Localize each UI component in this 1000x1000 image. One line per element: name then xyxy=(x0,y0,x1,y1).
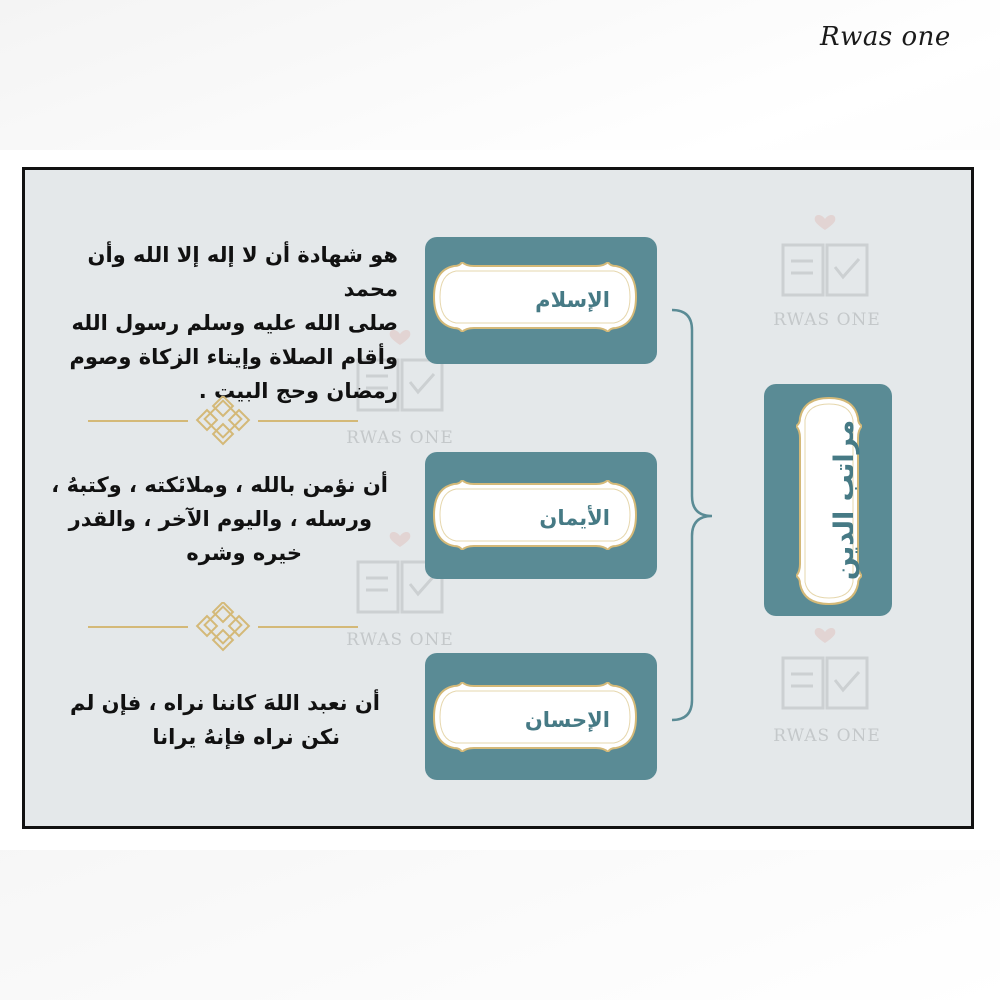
iman-description xyxy=(30,468,388,570)
description-line: وأقام الصلاة وإيتاء الزكاة وصوم xyxy=(69,345,398,369)
description-line: رمضان وحج البيت . xyxy=(198,379,398,403)
book-watermark-icon xyxy=(775,618,875,713)
description-line: نكن نراه فإنهُ يرانا xyxy=(152,725,340,749)
description-line: ورسله ، واليوم الآخر ، والقدر xyxy=(68,507,372,531)
watermark-text: RWAS ONE xyxy=(346,428,454,448)
diagram-title: مراتب الدين xyxy=(829,419,860,581)
description-line: هو شهادة أن لا إله إلا الله وأن محمد xyxy=(87,243,398,301)
gold-divider-ornament xyxy=(88,396,358,450)
watermark-text: RWAS ONE xyxy=(773,726,881,746)
watermark-text: RWAS ONE xyxy=(773,310,881,330)
book-watermark-icon xyxy=(775,205,875,300)
description-line: أن نعبد اللهَ كاننا نراه ، فإن لم xyxy=(69,691,380,715)
gold-divider-ornament xyxy=(88,602,358,656)
watermark-text: RWAS ONE xyxy=(346,630,454,650)
description-line: خيره وشره xyxy=(186,541,302,565)
ihsan-label: الإحسان xyxy=(524,708,610,732)
islam-description xyxy=(30,238,398,408)
ihsan-description xyxy=(40,686,380,754)
islam-label: الإسلام xyxy=(535,288,610,312)
brand-signature: Rwas one xyxy=(820,22,951,52)
brace-connector xyxy=(668,300,718,726)
description-line: أن نؤمن بالله ، وملائكته ، وكتبهُ ، xyxy=(51,473,388,497)
iman-label: الأيمان xyxy=(539,506,610,530)
description-line: صلى الله عليه وسلم رسول الله xyxy=(71,311,398,335)
